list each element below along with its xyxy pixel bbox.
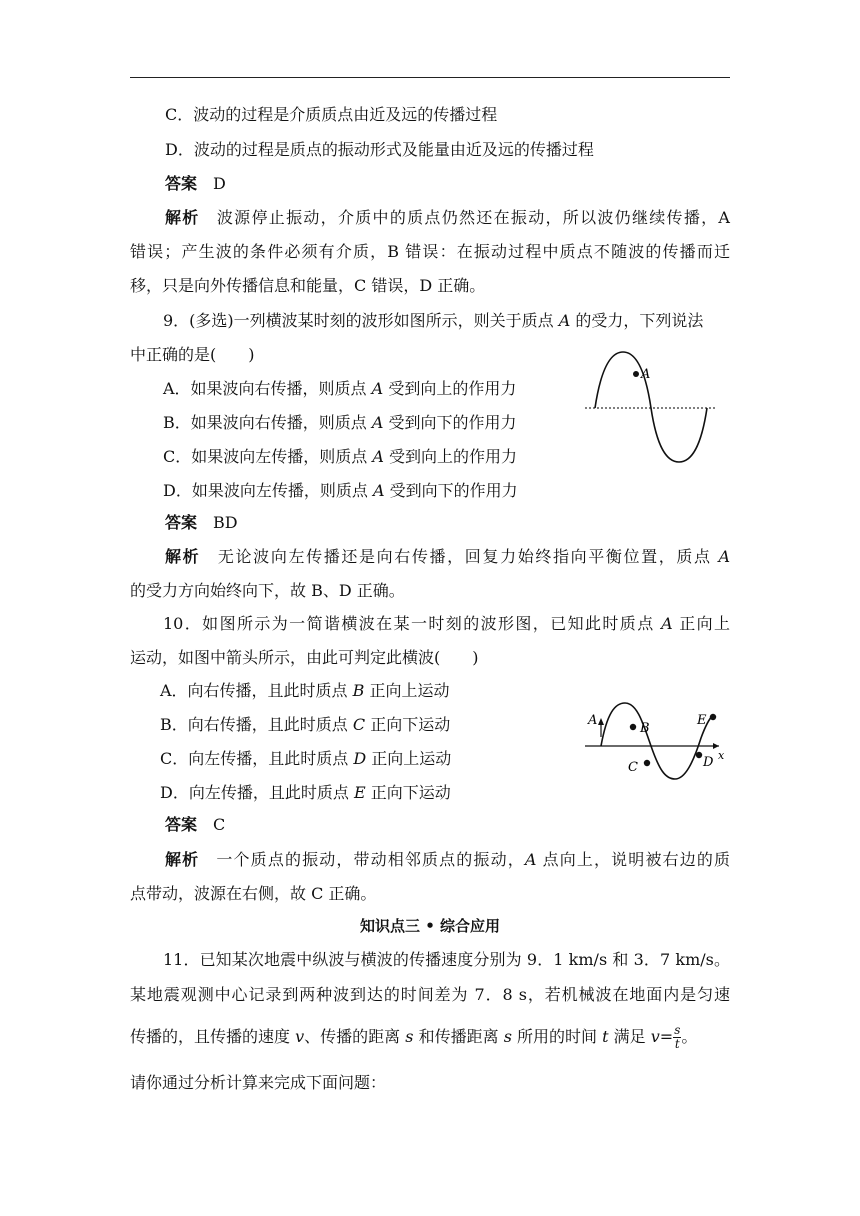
- q10-label-c: C: [628, 760, 638, 775]
- q10-label-a: A: [588, 713, 598, 728]
- q9-stem-text2: 的受力，下列说法: [575, 311, 704, 330]
- q10-label-b: B: [640, 721, 650, 736]
- q9-var-a: A: [558, 311, 571, 330]
- q8-explanation-line1: [165, 208, 730, 228]
- q8-option-d: D．波动的过程是质点的振动形式及能量由近及远的传播过程: [165, 140, 594, 159]
- answer-label: 答案: [165, 174, 198, 193]
- q10-wave-figure: [585, 693, 730, 785]
- q8-option-c: C．波动的过程是介质质点由近及远的传播过程: [165, 105, 498, 124]
- q11-fraction: $\frac{s}{t}$: [674, 1023, 681, 1051]
- q9-option-c: C．如果波向左传播，则质点 A 受到向上的作用力: [163, 447, 518, 466]
- q9-answer: 答案 BD: [165, 513, 238, 532]
- q10-explanation-line2: 点带动，波源在右侧，故 C 正确。: [130, 884, 377, 903]
- q9-option-a: A．如果波向右传播，则质点 A 受到向上的作用力: [163, 379, 517, 398]
- explanation-label: 解析: [165, 208, 200, 227]
- q9-stem-line1: [163, 311, 703, 331]
- q9-option-d: D．如果波向左传播，则质点 A 受到向下的作用力: [163, 481, 518, 500]
- q10-stem-line2: 运动，如图中箭头所示，由此可判定此横波( ): [130, 648, 479, 667]
- section-title: 知识点三 • 综合应用: [359, 917, 501, 935]
- q10-point-c: [644, 760, 650, 766]
- q10-point-b: [630, 724, 636, 730]
- q9-point-a: [633, 371, 639, 377]
- q10-label-e: E: [697, 713, 707, 728]
- q9-wave-figure: [585, 350, 720, 468]
- q9-explanation-line1: 解析 无论波向左传播还是向右传播，回复力始终指向平衡位置，质点 A: [165, 547, 730, 566]
- q10-point-d: [696, 752, 702, 758]
- q8-answer: [165, 174, 226, 194]
- q8-explanation-line3: 移，只是向外传播信息和能量，C 错误，D 正确。: [130, 276, 486, 295]
- q10-option-c: C．向左传播，且此时质点 D 正向上运动: [160, 749, 452, 768]
- q10-explanation-line1: 解析 一个质点的振动，带动相邻质点的振动，A 点向上，说明被右边的质: [165, 850, 730, 869]
- q8-explanation-text1: 波源停止振动，介质中的质点仍然还在振动，所以波仍继续传播，A: [215, 208, 730, 227]
- q9-stem-line2: 中正确的是( ): [130, 345, 255, 364]
- q11-stem-line4: 请你通过分析计算来完成下面问题：: [130, 1073, 387, 1092]
- q9-stem-text1: 9．(多选)一列横波某时刻的波形如图所示，则关于质点: [163, 311, 554, 330]
- q10-label-d: D: [703, 755, 714, 770]
- q11-stem-line3: 传播的，且传播的速度 v、传播的距离 s 和传播距离 s 所用的时间 t 满足 v= $\frac{s}{t}$ 。: [130, 1023, 698, 1051]
- q9-point-a-label: A: [641, 367, 651, 382]
- q9-explanation-line2: 的受力方向始终向下，故 B、D 正确。: [130, 581, 405, 600]
- q10-velocity-arrowhead: [598, 718, 604, 725]
- q11-stem-line2: 某地震观测中心记录到两种波到达的时间差为 7．8 s，若机械波在地面内是匀速: [130, 985, 730, 1004]
- q11-stem-line1: 11．已知某次地震中纵波与横波的传播速度分别为 9．1 km/s 和 3．7 km/s。: [163, 950, 730, 969]
- q9-option-b: B．如果波向右传播，则质点 A 受到向下的作用力: [163, 413, 517, 432]
- q10-answer-value: C: [213, 815, 226, 834]
- q9-answer-value: BD: [213, 513, 238, 532]
- q10-answer: 答案 C: [165, 815, 226, 834]
- q10-option-b: B．向右传播，且此时质点 C 正向下运动: [160, 715, 451, 734]
- header-rule: [130, 77, 730, 78]
- q9-wave-curve: [595, 352, 707, 462]
- q10-option-a: A．向右传播，且此时质点 B 正向上运动: [160, 681, 450, 700]
- q10-stem-line1: 10．如图所示为一简谐横波在某一时刻的波形图，已知此时质点 A 正向上: [163, 614, 730, 633]
- q8-answer-value: D: [213, 174, 226, 193]
- q8-explanation-line2: 错误；产生波的条件必须有介质，B 错误：在振动过程中质点不随波的传播而迁: [130, 242, 730, 261]
- q10-option-d: D．向左传播，且此时质点 E 正向下运动: [160, 783, 451, 802]
- q10-point-e: [710, 714, 716, 720]
- q10-x-axis-label: x: [718, 749, 725, 762]
